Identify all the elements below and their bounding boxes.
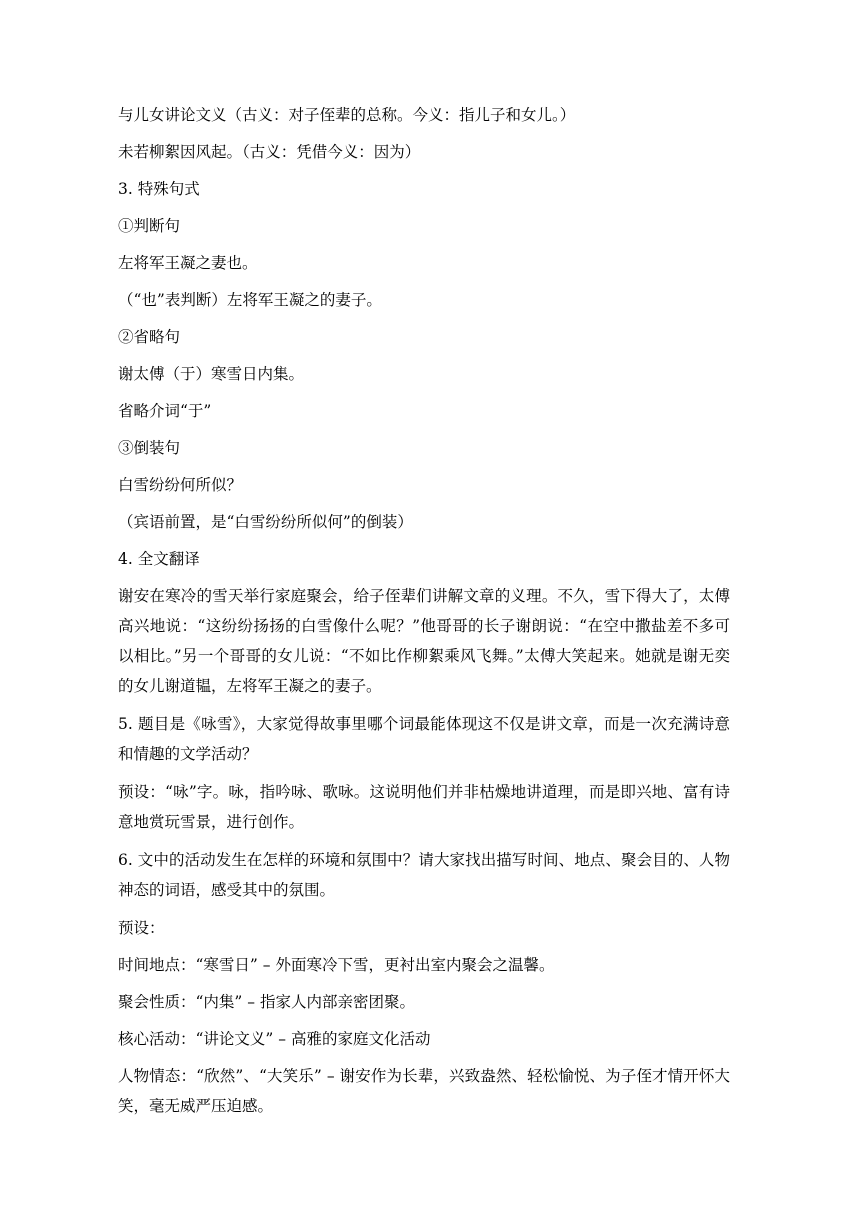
subheading-inversion-sentence: ③倒装句 (118, 439, 181, 457)
section-heading-special-sentences: 3. 特殊句式 (118, 180, 200, 198)
answer-6-intro: 预设： (118, 919, 165, 937)
paragraph-full-translation: 谢安在寒冷的雪天举行家庭聚会，给子侄辈们讲解文章的义理。不久，雪下得大了，太傅高兴地说：“这纷纷扬扬的白雪像什么呢？”他哥哥的长子谢朗说：“在空中撒盐差不多可以相比。”另一个哥哥的女儿说：“不如比作柳絮乘风飞舞。”太傅大笑起来。她就是谢无奕的女儿谢道韫，左将军王凝之的妻子。 (118, 587, 730, 695)
answer-6-time-place: 时间地点：“寒雪日” – 外面寒冷下雪，更衬出室内聚会之温馨。 (118, 956, 555, 974)
section-heading-translation: 4. 全文翻译 (118, 550, 200, 568)
explanation-inversion-sentence: （宾语前置，是“白雪纷纷所似何”的倒装） (118, 513, 413, 531)
subheading-omission-sentence: ②省略句 (118, 328, 181, 346)
explanation-judgment-sentence: （“也”表判断）左将军王凝之的妻子。 (118, 291, 382, 309)
example-inversion-sentence: 白雪纷纷何所似？ (118, 476, 243, 494)
answer-5: 预设：“咏”字。咏，指吟咏、歌咏。这说明他们并非枯燥地讲道理，而是即兴地、富有诗意地赏玩雪景，进行创作。 (118, 783, 730, 831)
example-omission-sentence: 谢太傅（于）寒雪日内集。 (118, 365, 305, 383)
subheading-judgment-sentence: ①判断句 (118, 217, 181, 235)
explanation-omission-sentence: 省略介词“于” (118, 402, 212, 420)
answer-6-gathering: 聚会性质：“内集” – 指家人内部亲密团聚。 (118, 993, 415, 1011)
answer-6-demeanor: 人物情态：“欣然”、“大笑乐” – 谢安作为长辈，兴致盎然、轻松愉悦、为子侄才情开怀大笑，毫无威严压迫感。 (118, 1067, 730, 1115)
paragraph-gu-yi-yin: 未若柳絮因风起。（古义：凭借今义：因为） (118, 143, 421, 161)
paragraph-gu-yi-ernv: 与儿女讲论文义（古义：对子侄辈的总称。今义：指儿子和女儿。） (118, 106, 576, 124)
question-5: 5. 题目是《咏雪》，大家觉得故事里哪个词最能体现这不仅是讲文章，而是一次充满诗意和情趣的文学活动？ (118, 715, 730, 763)
example-judgment-sentence: 左将军王凝之妻也。 (118, 254, 258, 272)
document-page (118, 100, 730, 1121)
answer-6-activity: 核心活动：“讲论文义” – 高雅的家庭文化活动 (118, 1030, 431, 1048)
question-6: 6. 文中的活动发生在怎样的环境和氛围中？请大家找出描写时间、地点、聚会目的、人物神态的词语，感受其中的氛围。 (118, 851, 730, 899)
